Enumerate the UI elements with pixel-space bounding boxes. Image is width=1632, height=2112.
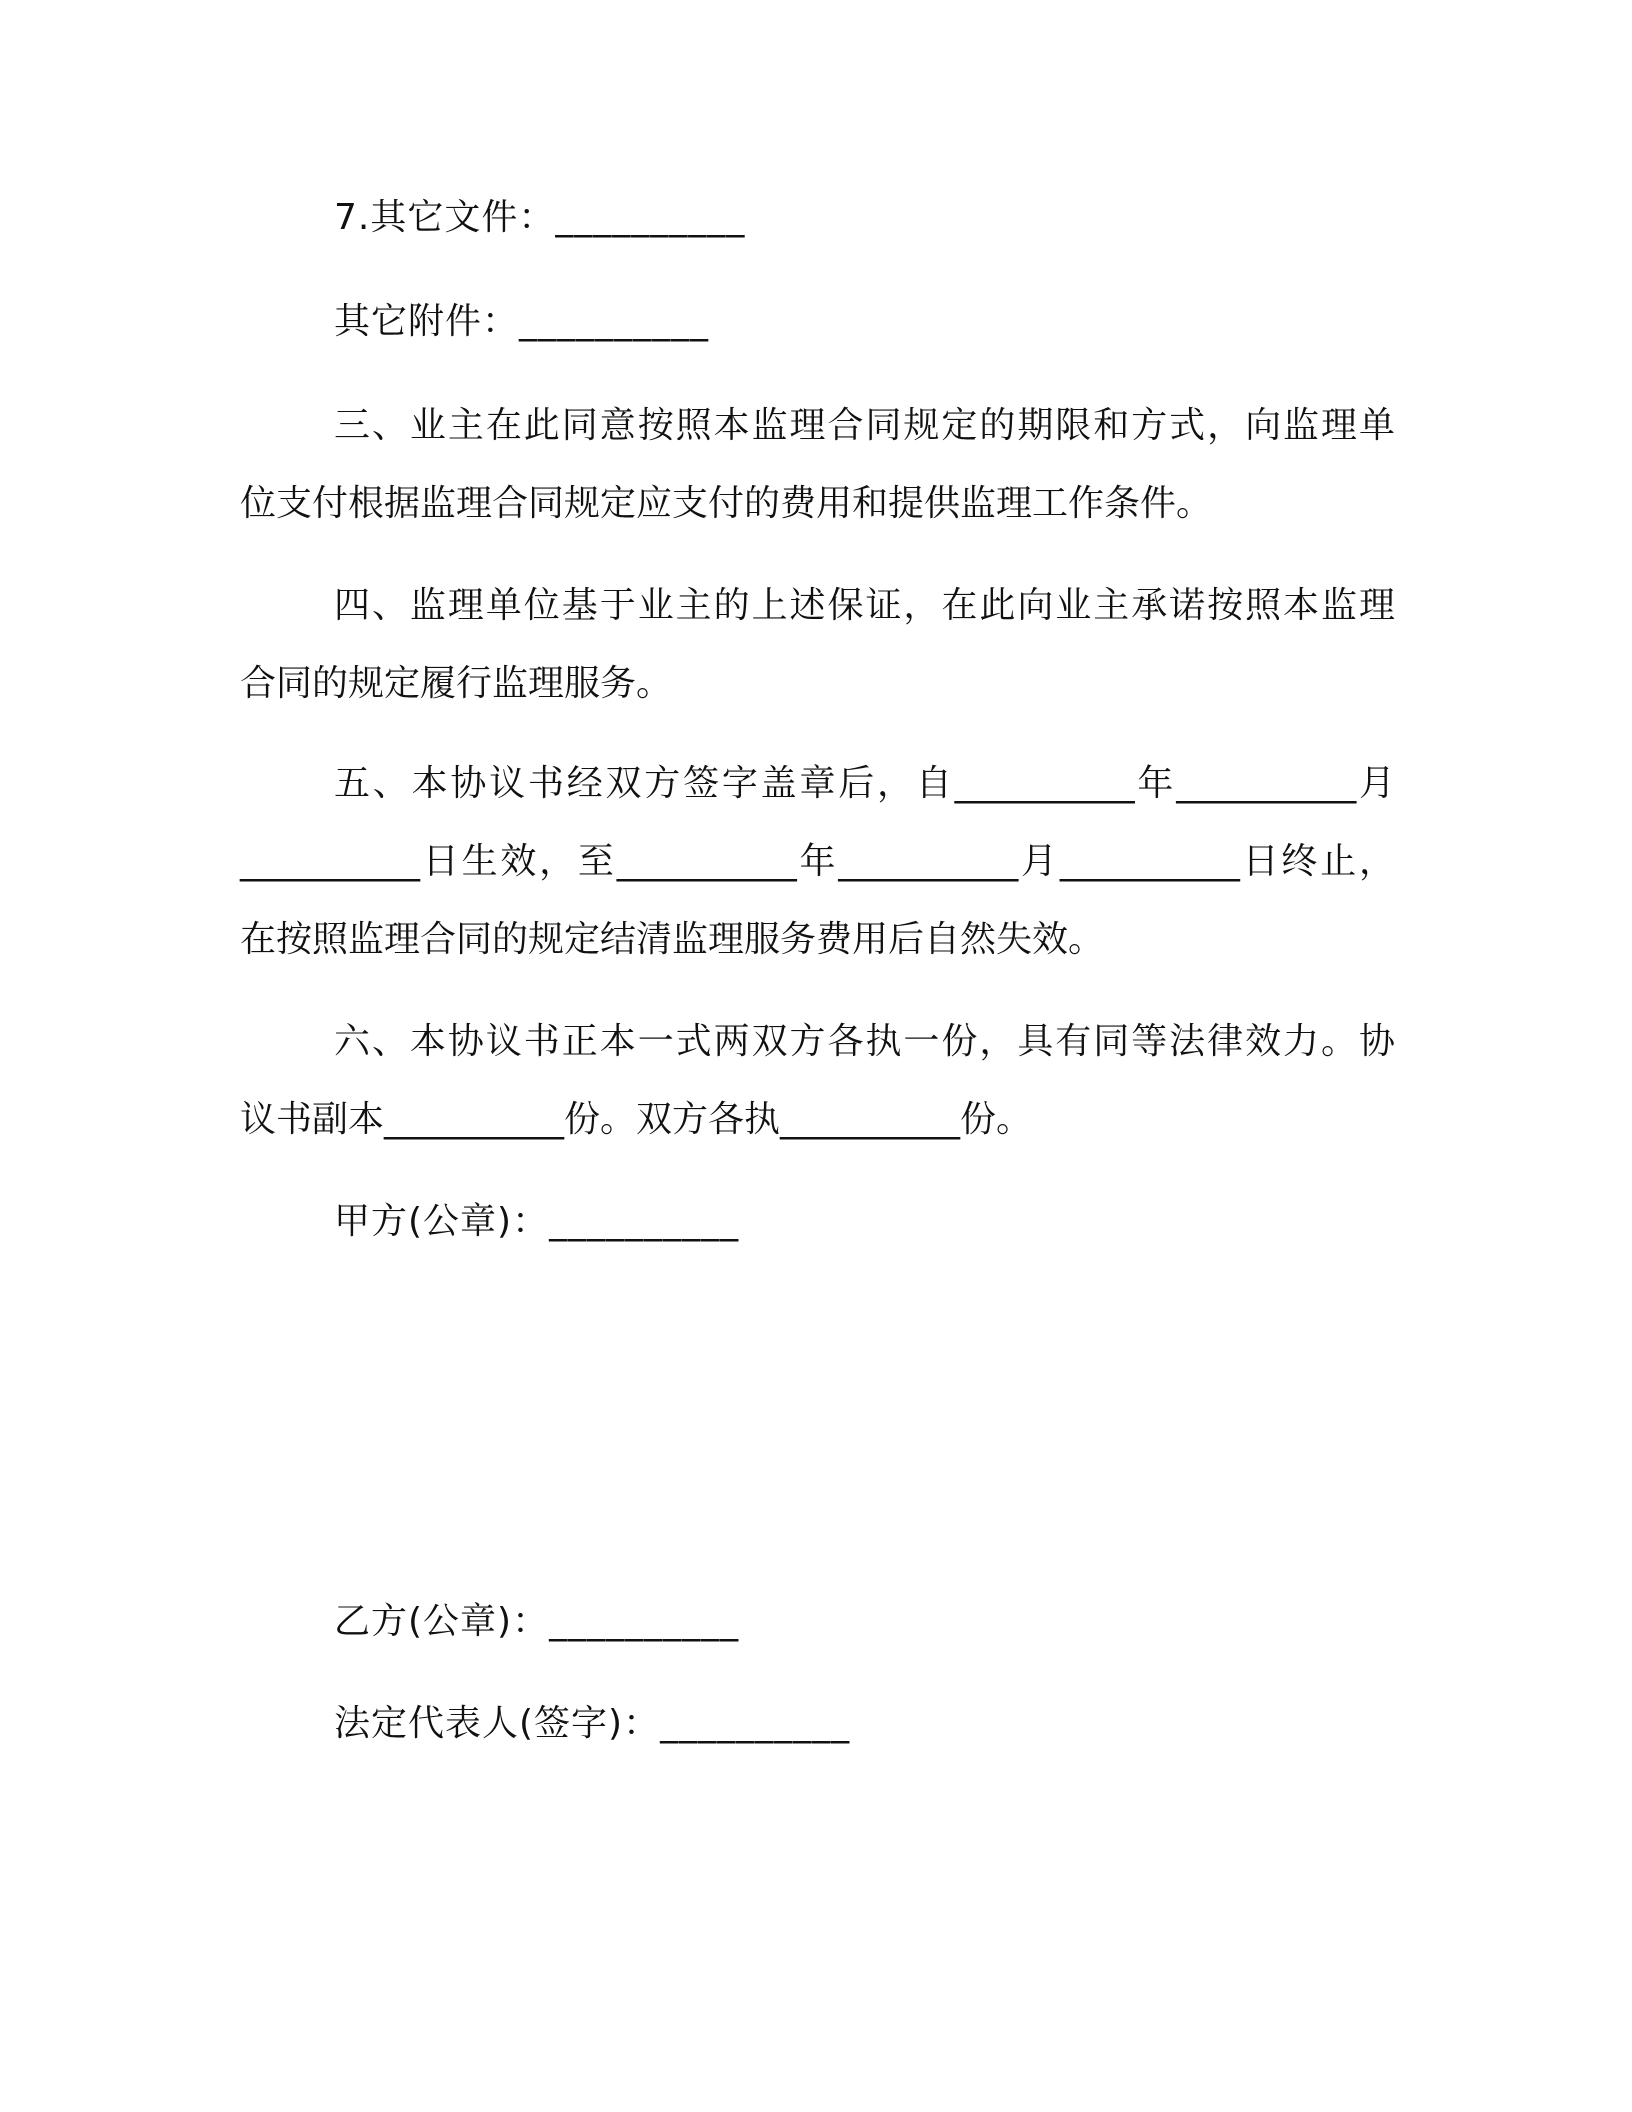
legal-representative-line: 法定代表人(签字)：__________ [334,1703,851,1744]
clause-3-line-1: 三、业主在此同意按照本监理合同规定的期限和方式，向监理单 [334,405,1395,446]
clause-4-line-2: 合同的规定履行监理服务。 [240,663,673,704]
other-documents-line: 7.其它文件：__________ [334,197,746,238]
clause-6-line-1: 六、本协议书正本一式两双方各执一份，具有同等法律效力。协 [334,1021,1395,1062]
clause-4-line-1: 四、监理单位基于业主的上述保证，在此向业主承诺按照本监理 [334,585,1395,626]
clause-5-line-3: 在按照监理合同的规定结清监理服务费用后自然失效。 [240,919,1105,960]
clause-6-line-2: 议书副本__________份。双方各执__________份。 [240,1099,1033,1140]
party-b-seal-line: 乙方(公章)：__________ [334,1601,740,1642]
clause-3-line-2: 位支付根据监理合同规定应支付的费用和提供监理工作条件。 [240,483,1213,524]
clause-5-line-1: 五、本协议书经双方签字盖章后，自__________年__________月 [334,763,1395,804]
other-attachments-line: 其它附件：__________ [334,301,710,342]
clause-5-line-2: __________日生效，至__________年__________月__________日终止， [240,841,1395,882]
party-a-seal-line: 甲方(公章)：__________ [334,1201,740,1242]
